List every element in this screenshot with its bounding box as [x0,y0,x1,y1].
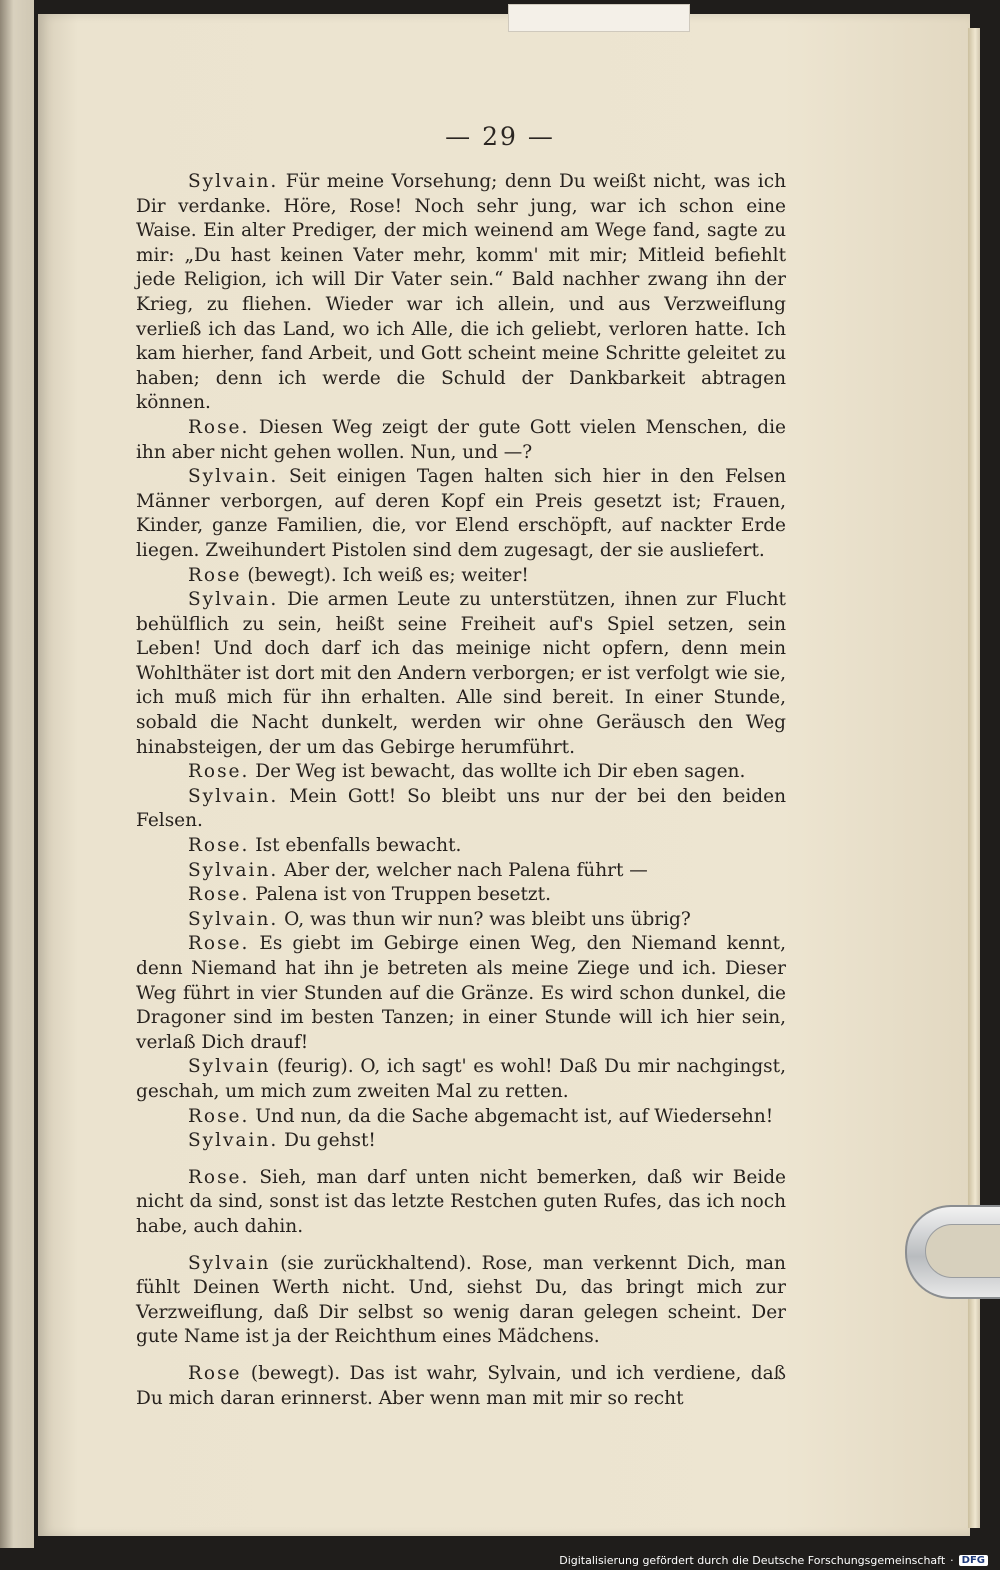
speaker-name: Sylvain. [188,466,279,488]
dialogue-text: Mein Gott! So bleibt uns nur der bei den beiden Felsen. [136,785,786,832]
dialogue-paragraph [136,1166,786,1240]
dialogue-text: Palena ist von Truppen besetzt. [255,884,551,906]
speaker-name: Sylvain [188,1056,271,1078]
dialogue-paragraph [136,465,786,563]
dialogue-paragraph [136,859,786,884]
page-stack-edge [968,28,980,1528]
dialogue-text: Es giebt im Gebirge einen Weg, den Niemand kennt, denn Niemand hat ihn je betreten als meine Ziege und ich. Dieser Weg führt in vier Stunden auf die Gränze. Es wird schon dunkel, die Dragoner sind im besten Tanzen; in einer Stunde will ich hier sein, verlaß Dich drauf! [136,933,786,1053]
book-back-edge [0,0,34,1548]
dfg-logo-icon: DFG [959,1555,988,1566]
dialogue-text: Die armen Leute zu unterstützen, ihnen zur Flucht behülflich zu sein, heißt seine Freiheit auf's Spiel setzen, sein Leben! Und doch darf ich das meinige nicht opfern, denn mein Wohlthäter ist dort mit den Andern verborgen; er ist verfolgt wie sie, ich muß mich für ihn erhalten. Alle sind bereit. In einer Stunde, sobald die Nacht dunkelt, werden wir ohne Geräusch den Weg hinabsteigen, der um das Gebirge herumführt. [136,589,786,758]
page-body-text [136,170,786,1411]
dialogue-text: Du gehst! [284,1130,376,1152]
dialogue-paragraph [136,416,786,465]
stage-direction: (bewegt). [250,1362,341,1384]
speaker-name: Sylvain [188,1252,271,1274]
speaker-name: Rose. [188,761,250,783]
stage-direction: (feurig). [277,1056,354,1078]
paper-clip-inner [925,1224,1000,1278]
paper-tab [508,4,690,32]
dialogue-paragraph [136,908,786,933]
dialogue-text: Rose, man verkennt Dich, man fühlt Deinen Werth nicht. Und, siehst Du, das bringt mich zur Verzweiflung, daß Dir selbst so wenig daran gelegen scheint. Der gute Name ist ja der Reichthum eines Mädchens. [136,1252,786,1348]
dialogue-paragraph [136,785,786,834]
speaker-name: Rose [188,1362,242,1384]
speaker-name: Rose. [188,1166,250,1188]
dialogue-text: Seit einigen Tagen halten sich hier in den Felsen Männer verborgen, auf deren Kopf ein Preis gesetzt ist; Frauen, Kinder, ganze Familien, die, vor Elend erschöpft, auf nackter Erde liegen. Zweihundert Pistolen sind dem zugesagt, der sie ausliefert. [136,466,786,561]
dialogue-paragraph [136,1252,786,1350]
dialogue-text: Ist ebenfalls bewacht. [255,835,462,857]
dialogue-paragraph [136,834,786,859]
footer-credit: Digitalisierung gefördert durch die Deutsche Forschungsgemeinschaft [559,1554,946,1567]
dialogue-text: Aber der, welcher nach Palena führt — [284,859,648,881]
page-number: — 29 — [445,122,555,151]
speaker-name: Sylvain. [188,1130,279,1152]
speaker-name: Sylvain. [188,589,279,611]
dialogue-paragraph [136,760,786,785]
speaker-name: Rose. [188,884,250,906]
dialogue-paragraph [136,932,786,1055]
dialogue-text: Diesen Weg zeigt der gute Gott vielen Menschen, die ihn aber nicht gehen wollen. Nun, und —? [136,416,787,463]
speaker-name: Rose [188,564,242,586]
speaker-name: Rose. [188,1105,250,1127]
speaker-name: Sylvain. [188,908,279,930]
speaker-name: Sylvain. [188,859,279,881]
dialogue-paragraph [136,883,786,908]
dialogue-paragraph [136,1362,786,1411]
speaker-name: Sylvain. [188,171,279,192]
speaker-name: Rose. [188,416,250,438]
dialogue-paragraph [136,588,786,760]
dialogue-text: O, ich sagt' es wohl! Daß Du mir nachgingst, geschah, um mich zum zweiten Mal zu retten. [136,1056,786,1102]
speaker-name: Sylvain. [188,785,279,807]
dialogue-paragraph [136,564,786,589]
dialogue-paragraph [136,170,786,416]
dialogue-text: Der Weg ist bewacht, das wollte ich Dir eben sagen. [255,761,746,783]
dialogue-text: Für meine Vorsehung; denn Du weißt nicht, was ich Dir verdanke. Höre, Rose! Noch sehr jung, war ich schon eine Waise. Ein alter Prediger, der mich weinend am Wege fand, sagte zu mir: „Du hast keinen Vater mehr, komm' mit mir; Mitleid befiehlt jede Religion, ich will Dir Vater sein.“ Bald nachher zwang ihn der Krieg, zu fliehen. Wieder war ich allein, und aus Verzweiflung verließ ich das Land, wo ich Alle, die ich geliebt, verloren hatte. Ich kam hierher, fand Arbeit, und Gott scheint meine Schritte geleitet zu haben; denn ich werde die Schuld der Dankbarkeit abtragen können. [136,171,786,414]
speaker-name: Rose. [188,835,250,857]
dialogue-text: Das ist wahr, Sylvain, und ich verdiene, daß Du mich daran erinnerst. Aber wenn man mit mir so recht [136,1362,786,1409]
dialogue-paragraph [136,1055,786,1104]
stage-direction: (bewegt). [247,564,337,586]
dialogue-text: Und nun, da die Sache abgemacht ist, auf Wiedersehn! [255,1105,774,1127]
dialogue-text: Sieh, man darf unten nicht bemerken, daß wir Beide nicht da sind, sonst ist das letzte Restchen guten Rufes, das ich noch habe, auch dahin. [136,1166,786,1237]
footer: Digitalisierung gefördert durch die Deutsche Forschungsgemeinschaft · DFG [559,1554,988,1567]
stage-direction: (sie zurückhaltend). [280,1252,472,1274]
dialogue-paragraph [136,1129,786,1154]
speaker-name: Rose. [188,933,250,955]
dialogue-paragraph [136,1105,786,1130]
dialogue-text: O, was thun wir nun? was bleibt uns übrig? [284,908,691,930]
dialogue-text: Ich weiß es; weiter! [342,564,529,586]
